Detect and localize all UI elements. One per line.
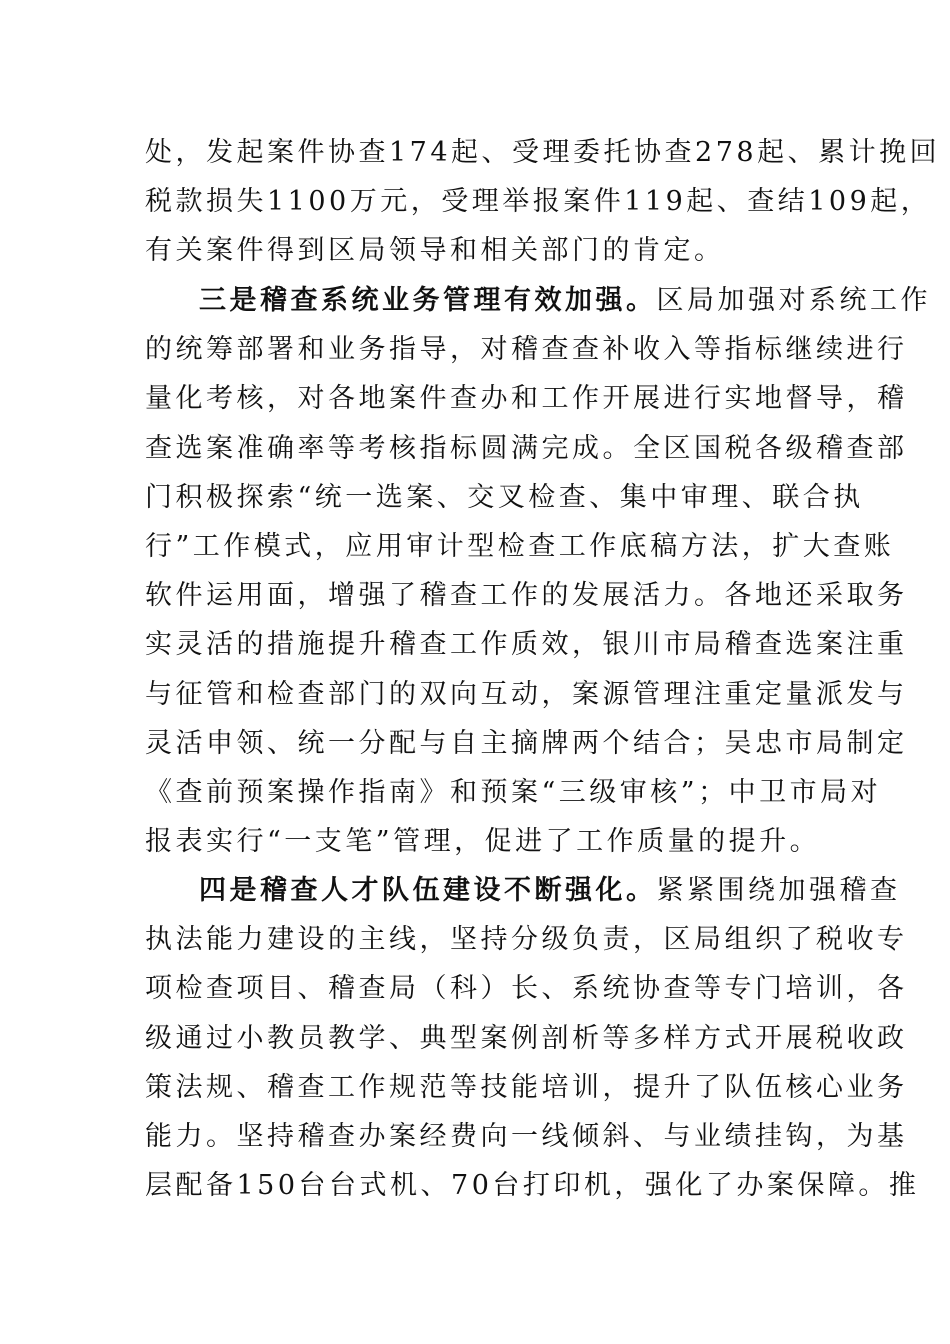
paragraph-line: 实灵活的措施提升稽查工作质效，银川市局稽查选案注重 — [145, 629, 908, 661]
paragraph-first-line — [145, 866, 901, 915]
paragraph-line: 处，发起案件协查174起、受理委托协查278起、累计挽回 — [145, 137, 941, 168]
paragraph-line: 税款损失1100万元，受理举报案件119起、查结109起， — [145, 186, 932, 218]
paragraph-line: 量化考核，对各地案件查办和工作开展进行实地督导，稽 — [145, 383, 908, 415]
paragraph-line: 《查前预案操作指南》和预案“三级审核”；中卫市局对 — [145, 776, 882, 808]
paragraph-line: 查选案准确率等考核指标圆满完成。全区国税各级稽查部 — [145, 432, 908, 464]
paragraph-line: 策法规、稽查工作规范等技能培训，提升了队伍核心业务 — [145, 1071, 908, 1103]
paragraph-line: 执法能力建设的主线，坚持分级负责，区局组织了税收专 — [145, 924, 908, 956]
paragraph-line: 软件运用面，增强了稽查工作的发展活力。各地还采取务 — [145, 580, 908, 612]
paragraph-line: 能力。坚持稽查办案经费向一线倾斜、与业绩挂钩，为基 — [145, 1120, 908, 1152]
paragraph-line: 门积极探索“统一选案、交叉检查、集中审理、联合执 — [145, 481, 864, 513]
paragraph-first-line — [145, 276, 931, 325]
paragraph-heading: 三是稽查系统业务管理有效加强。 — [199, 285, 657, 316]
paragraph-line: 的统筹部署和业务指导，对稽查查补收入等指标继续进行 — [145, 334, 908, 366]
paragraph-line: 级通过小教员教学、典型案例剖析等多样方式开展税收政 — [145, 1022, 908, 1054]
paragraph-line: 层配备150台台式机、70台打印机，强化了办案保障。推 — [145, 1170, 920, 1202]
paragraph-line: 项检查项目、稽查局（科）长、系统协查等专门培训，各 — [145, 973, 908, 1005]
paragraph-line: 报表实行“一支笔”管理，促进了工作质量的提升。 — [145, 826, 821, 858]
paragraph-line: 行”工作模式，应用审计型检查工作底稿方法，扩大查账 — [145, 530, 895, 562]
paragraph-first-line-text: 紧紧围绕加强稽查 — [656, 875, 901, 906]
paragraph-line: 与征管和检查部门的双向互动，案源管理注重定量派发与 — [145, 678, 908, 710]
paragraph-3 — [145, 866, 920, 1210]
paragraph-line: 有关案件得到区局领导和相关部门的肯定。 — [145, 235, 725, 267]
paragraph-first-line-text: 区局加强对系统工作 — [656, 285, 931, 316]
paragraph-heading: 四是稽查人才队伍建设不断强化。 — [199, 875, 657, 906]
paragraph-2 — [145, 276, 931, 866]
paragraph-1 — [145, 128, 941, 276]
paragraph-line: 灵活申领、统一分配与自主摘牌两个结合；吴忠市局制定 — [145, 727, 908, 759]
